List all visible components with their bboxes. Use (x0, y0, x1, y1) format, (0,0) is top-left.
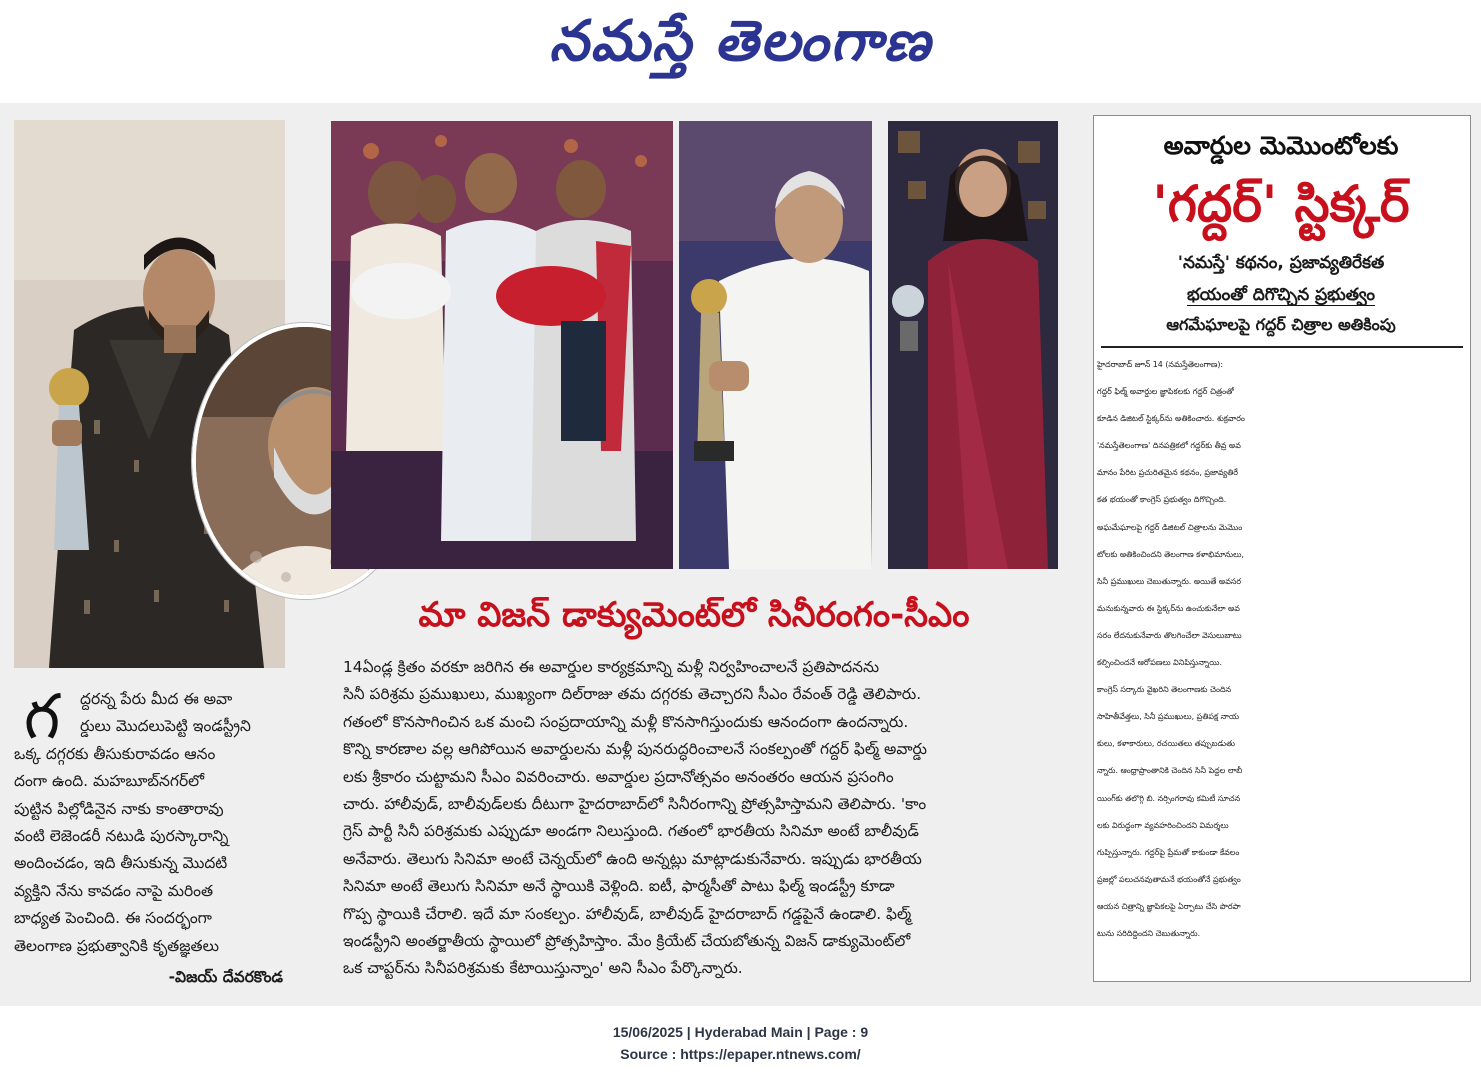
caption-line: ఒక్క దగ్గరకు తీసుకురావడం ఆనం (14, 744, 216, 763)
side-divider (1101, 346, 1463, 348)
side-line: న్నారు. ఆంధ్రాప్రాంతానికి చెందిన సినీ పెద్దల లాబీ (1097, 766, 1243, 776)
side-line: మానం పేరిట ప్రచురితమైన కథనం, ప్రజావ్యతిరే (1097, 468, 1238, 478)
caption-line: వ్యక్తిని నేను కావడం నాపై మరింత (14, 881, 214, 900)
page-footer (0, 1021, 1481, 1065)
actress-saree-photo (888, 121, 1058, 569)
deck-line: భయంతో దిగొచ్చిన ప్రభుత్వం (1187, 285, 1375, 305)
side-line: టును సరిదిద్దిందని చెబుతున్నారు. (1097, 928, 1201, 938)
side-line: యింగ్‌కు తలొగ్గి బి. నర్సింగరావు కమిటీ సూచన (1097, 793, 1241, 803)
story-line: లకు శ్రీకారం చుట్టామని సీఎం వివరించారు. అవార్డుల ప్రదానోత్సవం అనంతరం ఆయన ప్రసంగిం (343, 767, 894, 786)
caption-line: ర్డులు మొదలుపెట్టి ఇండస్ట్రీని (80, 717, 251, 736)
side-line: అఘమేఘాలపై గద్దర్ డిజిటల్ చిత్రాలను మెమొం (1097, 522, 1243, 532)
story-line: సినిమా అంటే తెలుగు సినిమా అనే స్థాయికి వెళ్లింది. ఐటీ, ఫార్మసీతో పాటు ఫిల్మ్ ఇండస్ట్రీ కూడా (343, 877, 895, 896)
story-line: గ్రెస్ పార్టీ సినీ పరిశ్రమకు ఎప్పుడూ అండగా నిలుస్తుంది. గతంలో భారతీయ సినిమా అంటే బాలీవుడ్ (343, 822, 919, 841)
side-line: టోలకు అతికించిందని తెలంగాణ కళాభిమానులు, (1097, 549, 1244, 559)
side-line: కల్పించిందనే ఆరోపణలు వినిపిస్తున్నాయి. (1097, 658, 1222, 668)
side-line: ఆయన చిత్రాన్ని జ్ఞాపికలపై ఏర్పాటు చేసి పొరపా (1097, 901, 1241, 911)
side-line: కాంగ్రెస్ సర్కారు వైఖరిని తెలంగాణకు చెందిన (1097, 685, 1232, 695)
side-deck (1093, 247, 1469, 311)
main-headline: మా విజన్ డాక్యుమెంట్‌లో సినీరంగం-సీఎం (418, 595, 970, 635)
side-line: మనుకున్నవారు ఈ స్టిక్కర్‌ను ఉంచుకునేలా అవ (1097, 603, 1240, 613)
footer-source: Source : https://epaper.ntnews.com/ (620, 1046, 861, 1062)
caption-line: అందించడం, ఇది తీసుకున్న మొదటి (14, 854, 228, 873)
story-line: గొప్ప స్థాయికి చేరాలి. ఇదే మా సంకల్పం. హాలీవుడ్, బాలీవుడ్ హైదరాబాద్ గడ్డపైనే ఉండాలి. ఫిల్మ్ (343, 904, 912, 923)
side-line: కత భయంతో కాంగ్రెస్ ప్రభుత్వం దిగొచ్చింది. (1097, 495, 1227, 505)
side-line: లకు విరుద్ధంగా వ్యవహరించిందని విమర్శలు (1097, 820, 1229, 830)
main-story-body (343, 654, 1061, 983)
side-kicker: అవార్డుల మెమొంటోలకు (1163, 131, 1399, 160)
caption-line: తెలంగాణ ప్రభుత్వానికి కృతజ్ఞతలు (14, 936, 219, 955)
caption-line: వంటి లెజెండరీ నటుడి పురస్కారాన్ని (14, 826, 229, 845)
caption-byline: -విజయ్ దేవరకొండ (168, 968, 283, 986)
story-line: కొన్ని కారణాల వల్ల ఆగిపోయిన అవార్డులను మళ్లీ పునరుద్ధరించాలనే సంకల్పంతో గద్దర్ ఫిల్మ్ అవార్డు (343, 740, 927, 759)
side-line: 'నమస్తేతెలంగాణ' దినపత్రికలో గద్దర్‌కు తీవ్ర అవ (1097, 441, 1241, 451)
side-line: కులు, కళాకారులు, రచయితలు తప్పుబడుతు (1097, 739, 1235, 749)
caption-line: దంగా ఉంది. మహబూబ్‌నగర్‌లో (14, 772, 205, 791)
footer-date-edition: 15/06/2025 | Hyderabad Main | Page : 9 (612, 1024, 869, 1040)
director-trophy-photo (679, 121, 872, 569)
story-line: సినీ పరిశ్రమ ప్రముఖులు, ముఖ్యంగా దిల్‌రాజు తమ దగ్గరకు తెచ్చారని సీఎం రేవంత్ రెడ్డి తెలిపారు. (343, 685, 922, 704)
story-line: గతంలో కొనసాగించిన ఒక మంచి సంప్రదాయాన్ని మళ్లీ కొనసాగిస్తుందుకు ఆనందంగా ఉందన్నారు. (343, 712, 909, 731)
story-line: అనేవారు. తెలుగు సినిమా అంటే చెన్నయ్‌లో ఉంది అన్నట్లు మాట్లాడుకునేవారు. ఇప్పుడు భారతీయ (343, 849, 922, 868)
story-line: 14ఏండ్ల క్రితం వరకూ జరిగిన ఈ అవార్డుల కార్యక్రమాన్ని మళ్లీ నిర్వహించాలనే ప్రతిపాదనను (343, 658, 880, 676)
deck-line: 'నమస్తే' కథనం, ప్రజావ్యతిరేకత (1177, 253, 1385, 273)
side-line: గద్దర్ ఫిల్మ్ అవార్డుల జ్ఞాపికలకు గద్దర్ చిత్రంతో (1097, 387, 1234, 397)
caption-line: బాధ్యత పెంచింది. ఈ సందర్భంగా (14, 909, 212, 928)
side-headline: 'గద్దర్' స్టిక్కర్ (1152, 175, 1410, 233)
side-line: సినీ ప్రముఖులు చెబుతున్నారు. అయితే అవసర (1097, 576, 1242, 586)
side-story-body (1097, 351, 1467, 947)
story-line: ఒక చాప్టర్‌ను సినీపరిశ్రమకు కేటాయిస్తున్నాం' అని సీఎం పేర్కొన్నారు. (343, 959, 743, 978)
story-line: చారు. హాలీవుడ్, బాలీవుడ్‌లకు దీటుగా హైదరాబాద్‌లో సినీరంగాన్ని ప్రోత్సహిస్తామని తెలిపారు. 'కాం (343, 794, 927, 813)
side-line: సాహితీవేత్తలు, సినీ ప్రముఖులు, ప్రతిపక్ష నాయ (1097, 712, 1239, 722)
side-subdeck: ఆగమేఘాలపై గద్దర్ చిత్రాల అతికింపు (1166, 315, 1396, 334)
left-caption-text-full (14, 741, 228, 960)
caption-line: పుట్టిన పిల్లోడినైన నాకు కాంతారావు (14, 799, 224, 818)
side-line: గుప్పిస్తున్నారు. గద్దర్‌పై ప్రేమతో కాకుండా కేవలం (1097, 847, 1240, 857)
side-line: సరం లేదనుకునేవారు తొలగించేలా వెసులుబాటు (1097, 630, 1242, 640)
cm-bouquet-photo (331, 121, 673, 569)
caption-dropcap: గ (24, 680, 61, 753)
left-caption-text (80, 686, 251, 741)
masthead-title: నమస్తే తెలంగాణ (549, 9, 932, 74)
caption-line: ద్దరన్న పేరు మీద ఈ అవా (80, 690, 233, 708)
side-line: ప్రజల్లో పలుచనవుతామనే భయంతోనే ప్రభుత్వం (1097, 874, 1241, 884)
story-line: ఇండస్ట్రీని అంతర్జాతీయ స్థాయిలో ప్రోత్సహిస్తాం. మేం క్రియేట్ చేయబోతున్న విజన్ డాక్యుమెంట్‌లో (343, 931, 911, 950)
side-line: హైదరాబాద్ జూన్ 14 (నమస్తేతెలంగాణ): (1097, 360, 1224, 369)
side-line: కూడిన డిజిటల్ స్టిక్కర్‌ను అతికించారు. శుక్రవారం (1097, 414, 1245, 424)
